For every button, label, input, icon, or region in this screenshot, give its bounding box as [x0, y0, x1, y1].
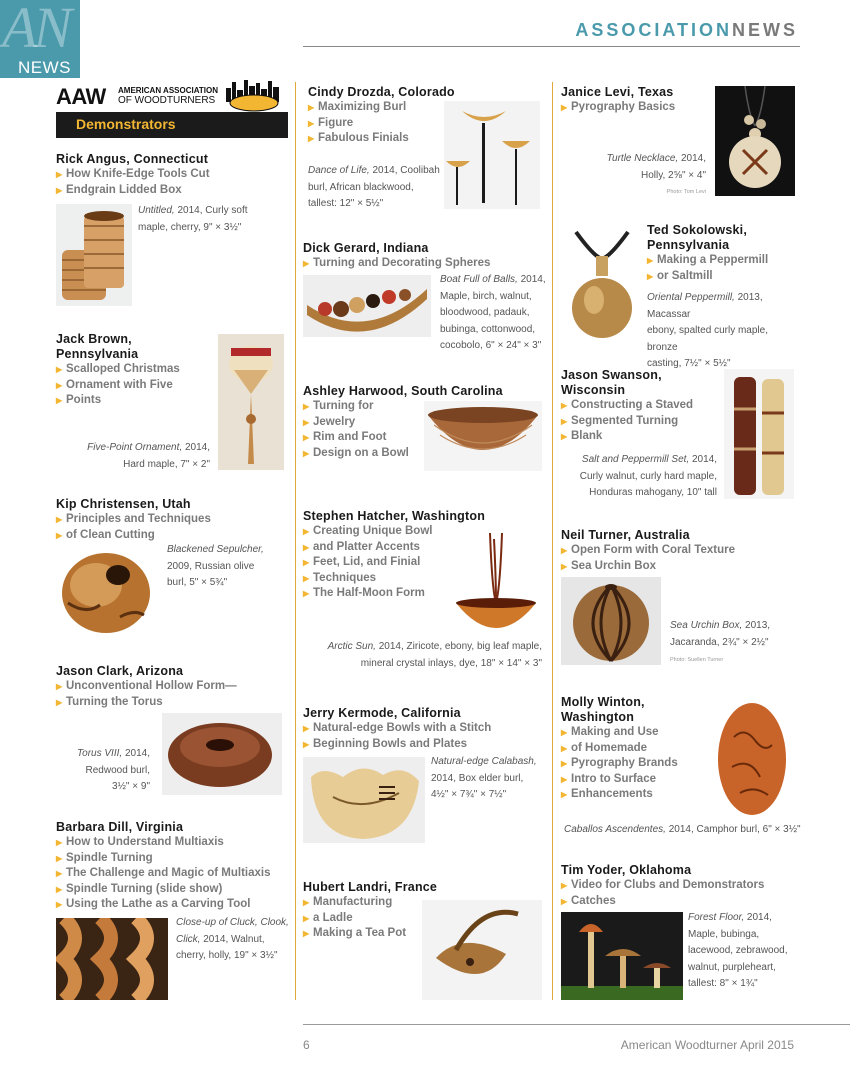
dill-caption: Close-up of Cluck, Clook, Click, 2014, Walnut, cherry, holly, 19" × 3½"	[176, 917, 289, 961]
winton-caption: Caballos Ascendentes, 2014, Camphor burl, 6" × 3½"	[564, 824, 801, 835]
demonstrator-name: Kip Christensen, Utah	[56, 497, 191, 511]
hatcher-photo	[450, 529, 542, 639]
demonstrator-levi	[561, 85, 711, 116]
skyline-emblem	[222, 78, 286, 112]
page-number: 6	[303, 1038, 310, 1052]
demonstrator-sokolowski	[647, 223, 807, 284]
hatcher-caption: Arctic Sun, 2014, Ziricote, ebony, big leaf maple, mineral crystal inlays, dye, 18" × 14" × 3"	[327, 641, 542, 669]
demonstrator-name: Molly Winton,	[561, 695, 645, 709]
topic-item: ▶ Rim and Foot	[303, 430, 548, 446]
topic-item: ▶ Scalloped Christmas	[56, 362, 216, 378]
demonstrator-name: Dick Gerard, Indiana	[303, 241, 429, 255]
swanson-photo	[724, 369, 794, 499]
demonstrator-name: Jason Swanson,	[561, 368, 662, 382]
topic-item-continued: ▶ a Ladle	[303, 911, 548, 927]
drozda-photo	[444, 101, 540, 209]
topic-item: ▶ Making and Use	[561, 725, 711, 741]
topic-item-continued: ▶ Jewelry	[303, 415, 548, 431]
topic-item: ▶ The Challenge and Magic of Multiaxis	[56, 866, 292, 882]
angus-photo	[56, 204, 132, 306]
topic-item-continued: ▶ Segmented Turning	[561, 414, 721, 430]
topic-item-continued: ▶ Spindle Turning (slide show)	[56, 882, 292, 898]
topic-item-continued: ▶ Figure	[308, 116, 548, 132]
demonstrator-brown	[56, 332, 216, 409]
topic-item-continued: ▶ Techniques	[303, 571, 548, 587]
demonstrator-yoder	[561, 863, 801, 909]
gerard-caption: Boat Full of Balls, 2014, Maple, birch, walnut, bloodwood, padauk, bubinga, cottonwood, cocobolo, 6" × 24" × 3"	[440, 274, 546, 351]
topic-item: ▶ Natural-edge Bowls with a Stitch	[303, 721, 548, 737]
topic-item: ▶ Unconventional Hollow Form—	[56, 679, 288, 695]
topic-item: ▶ Open Form with Coral Texture	[561, 543, 801, 559]
topic-item: ▶ How Knife-Edge Tools Cut	[56, 167, 288, 183]
harwood-photo	[424, 401, 542, 471]
demonstrator-winton	[561, 695, 711, 803]
gerard-photo	[303, 275, 431, 337]
levi-photo	[715, 86, 795, 196]
yoder-caption: Forest Floor, 2014, Maple, bubinga, lacewood, zebrawood, walnut, purpleheart, tallest: 8" × 1¾"	[688, 912, 788, 989]
demonstrator-name: Jerry Kermode, California	[303, 706, 461, 720]
angus-caption: Untitled, 2014, Curly soft maple, cherry, 9" × 3½"	[138, 205, 248, 233]
topic-item-continued: ▶ Spindle Turning	[56, 851, 292, 867]
kermode-caption: Natural-edge Calabash, 2014, Box elder burl, 4½" × 7¾" × 7½"	[431, 756, 537, 800]
demonstrator-name-2: Pennsylvania	[647, 238, 730, 252]
topic-item: ▶ Turning and Decorating Spheres	[303, 256, 548, 272]
topic-item: ▶ Constructing a Staved	[561, 398, 721, 414]
drozda-caption: Dance of Life, 2014, Coolibah burl, African blackwood, tallest: 12" × 5½"	[308, 165, 440, 209]
topic-item: ▶ Catches	[561, 894, 801, 910]
topic-item: ▶ Maximizing Burl	[308, 100, 548, 116]
topic-item: ▶ Manufacturing	[303, 895, 548, 911]
kermode-photo	[303, 757, 425, 843]
topic-item: ▶ Principles and Techniques	[56, 512, 288, 528]
brown-photo	[218, 334, 284, 470]
sokolowski-caption: Oriental Peppermill, 2013, Macassar ebony, spalted curly maple, bronze casting, 7½" × 5½"	[647, 292, 768, 369]
topic-item: ▶ Video for Clubs and Demonstrators	[561, 878, 801, 894]
aaw-mark: AAW	[56, 84, 106, 109]
demonstrator-name-2: Washington	[561, 710, 635, 724]
topic-item: ▶ Beginning Bowls and Plates	[303, 737, 548, 753]
demonstrator-name: Rick Angus, Connecticut	[56, 152, 209, 166]
demonstrator-name: Barbara Dill, Virginia	[56, 820, 184, 834]
christensen-photo	[56, 545, 160, 639]
demonstrator-name: Jack Brown,	[56, 332, 132, 346]
topic-item-continued: ▶ of Clean Cutting	[56, 528, 288, 544]
topic-item: ▶ How to Understand Multiaxis	[56, 835, 292, 851]
topic-item-continued: ▶ Pyrography Brands	[561, 756, 711, 772]
yoder-photo	[561, 912, 683, 1000]
column-divider-1	[295, 82, 296, 1000]
topic-item: ▶ Fabulous Finials	[308, 131, 548, 147]
topic-item-continued: ▶ Design on a Bowl	[303, 446, 548, 462]
aaw-demonstrators-banner	[56, 78, 288, 138]
topic-item-continued: ▶ or Saltmill	[647, 269, 807, 285]
topic-item-continued: ▶ and Platter Accents	[303, 540, 548, 556]
topic-item: ▶ Feet, Lid, and Finial	[303, 555, 548, 571]
topic-item-continued: ▶ of Homemade	[561, 741, 711, 757]
association-news-logo	[0, 0, 80, 78]
demonstrator-turner	[561, 528, 801, 574]
header-divider	[303, 46, 800, 47]
demonstrator-swanson	[561, 368, 721, 445]
topic-item: ▶ Making a Tea Pot	[303, 926, 548, 942]
demonstrator-name-2: Pennsylvania	[56, 347, 139, 361]
demonstrator-name: Tim Yoder, Oklahoma	[561, 863, 692, 877]
demonstrator-dill	[56, 820, 292, 913]
topic-item: ▶ Intro to Surface	[561, 772, 711, 788]
logo-news-text: NEWS	[18, 58, 71, 77]
topic-item: ▶ Sea Urchin Box	[561, 559, 801, 575]
topic-item: ▶ The Half-Moon Form	[303, 586, 548, 602]
turner-photo	[561, 577, 661, 665]
footer-divider	[303, 1024, 850, 1025]
demonstrator-angus	[56, 152, 288, 198]
brown-caption: Five-Point Ornament, 2014, Hard maple, 7" × 2"	[87, 442, 210, 470]
banner-label: Demonstrators	[76, 116, 176, 132]
demonstrator-name: Cindy Drozda, Colorado	[308, 85, 455, 99]
demonstrator-name: Ashley Harwood, South Carolina	[303, 384, 503, 398]
section-title-association: ASSOCIATION	[575, 20, 732, 40]
turner-caption: Sea Urchin Box, 2013, Jacaranda, 2¾" × 2½"	[670, 620, 771, 648]
topic-item: ▶ Endgrain Lidded Box	[56, 183, 288, 199]
topic-item: ▶ Turning for	[303, 399, 548, 415]
aaw-org-name: AMERICAN ASSOCIATION OF WOODTURNERS	[118, 86, 218, 106]
swanson-caption: Salt and Peppermill Set, 2014, Curly walnut, curly hard maple, Honduras mahogany, 10" tall	[579, 454, 717, 498]
demonstrator-name-2: Wisconsin	[561, 383, 626, 397]
levi-photo-credit: Photo: Tom Levi	[666, 189, 706, 195]
christensen-caption: Blackened Sepulcher, 2009, Russian olive burl, 5" × 5¾"	[167, 544, 264, 588]
clark-caption: Torus VIII, 2014, Redwood burl, 3½" × 9"	[76, 748, 150, 792]
demonstrator-name: Stephen Hatcher, Washington	[303, 509, 486, 523]
section-title	[575, 20, 798, 41]
landri-photo	[422, 900, 542, 1000]
column-divider-2	[552, 82, 553, 1000]
topic-item: ▶ Using the Lathe as a Carving Tool	[56, 897, 292, 913]
clark-photo	[162, 713, 282, 795]
levi-caption: Turtle Necklace, 2014, Holly, 2⅝" × 4"	[606, 153, 706, 181]
demonstrator-name: Hubert Landri, France	[303, 880, 438, 894]
topic-item-continued: ▶ Turning the Torus	[56, 695, 288, 711]
logo-letters: AN	[2, 0, 69, 60]
topic-item: ▶ Making a Peppermill	[647, 253, 807, 269]
topic-item-continued: ▶ Enhancements	[561, 787, 711, 803]
demonstrator-christensen	[56, 497, 288, 543]
section-title-news: NEWS	[732, 20, 798, 40]
demonstrator-name: Ted Sokolowski,	[647, 223, 748, 237]
demonstrator-clark	[56, 664, 288, 710]
demonstrator-name: Janice Levi, Texas	[561, 85, 674, 99]
demonstrator-name: Jason Clark, Arizona	[56, 664, 184, 678]
sokolowski-photo	[562, 224, 642, 342]
topic-item-continued: ▶ Ornament with Five	[56, 378, 216, 394]
demonstrator-name: Neil Turner, Australia	[561, 528, 690, 542]
dill-photo	[56, 918, 168, 1000]
turner-photo-credit: Photo: Suellen Turner	[670, 657, 724, 663]
magazine-issue: American Woodturner April 2015	[620, 1038, 794, 1052]
winton-photo	[710, 697, 794, 819]
topic-item-continued: ▶ Blank	[561, 429, 721, 445]
demonstrator-kermode	[303, 706, 548, 752]
topic-item: ▶ Creating Unique Bowl	[303, 524, 548, 540]
topic-item-continued: ▶ Points	[56, 393, 216, 409]
topic-item: ▶ Pyrography Basics	[561, 100, 711, 116]
demonstrator-gerard	[303, 241, 548, 272]
